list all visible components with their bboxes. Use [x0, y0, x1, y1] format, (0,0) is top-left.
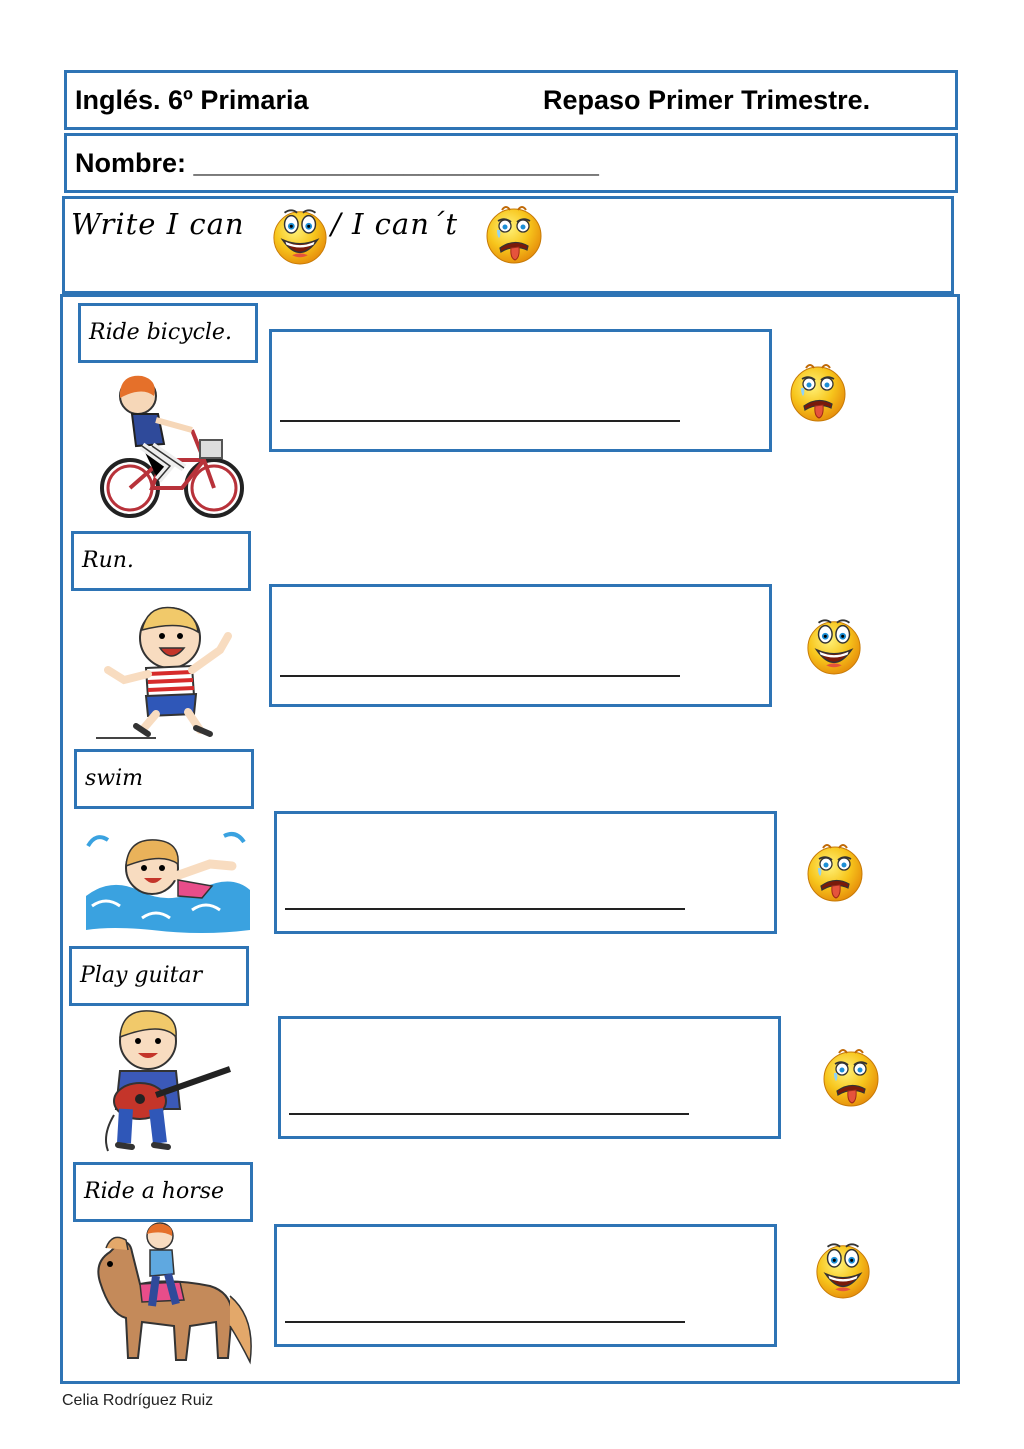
item-label: Ride bicycle. — [89, 320, 232, 345]
header-title-box — [64, 70, 958, 130]
item-label: Ride a horse — [84, 1179, 225, 1204]
sad-face-icon — [821, 1045, 881, 1109]
boy-playing-guitar-picture — [96, 1005, 236, 1155]
answer-line[interactable] — [280, 675, 680, 677]
item-label: swim — [85, 766, 144, 791]
girl-swimming-picture — [82, 826, 252, 936]
sad-face-icon — [484, 202, 544, 266]
subject-title: Inglés. 6º Primaria — [75, 85, 309, 115]
item-label-box — [69, 946, 249, 1006]
item-label-box — [73, 1162, 253, 1222]
author-footer: Celia Rodríguez Ruiz — [62, 1392, 214, 1409]
answer-box[interactable] — [269, 584, 772, 707]
instruction-can-text: Write I can — [71, 207, 245, 241]
sad-face-icon — [805, 840, 865, 904]
boy-riding-horse-picture — [80, 1222, 260, 1372]
answer-line[interactable] — [280, 420, 680, 422]
item-label: Play guitar — [80, 963, 203, 988]
happy-face-icon — [805, 613, 863, 675]
answer-box[interactable] — [278, 1016, 781, 1139]
sad-face-icon — [788, 360, 848, 424]
item-label-box — [71, 531, 251, 591]
answer-box[interactable] — [274, 1224, 777, 1347]
boy-running-picture — [96, 600, 246, 740]
answer-box[interactable] — [269, 329, 772, 452]
item-label-box — [74, 749, 254, 809]
item-label: Run. — [82, 548, 134, 573]
unit-title: Repaso Primer Trimestre. — [543, 85, 871, 115]
name-box — [64, 133, 958, 193]
instruction-cant-text: / I can´t — [331, 207, 459, 241]
answer-line[interactable] — [285, 1321, 685, 1323]
child-riding-bicycle-picture — [92, 370, 252, 520]
instruction-box — [62, 196, 954, 294]
answer-box[interactable] — [274, 811, 777, 934]
name-field-label[interactable]: Nombre: ___________________________ — [75, 148, 599, 178]
item-label-box — [78, 303, 258, 363]
answer-line[interactable] — [285, 908, 685, 910]
answer-line[interactable] — [289, 1113, 689, 1115]
happy-face-icon — [271, 203, 329, 265]
happy-face-icon — [814, 1237, 872, 1299]
